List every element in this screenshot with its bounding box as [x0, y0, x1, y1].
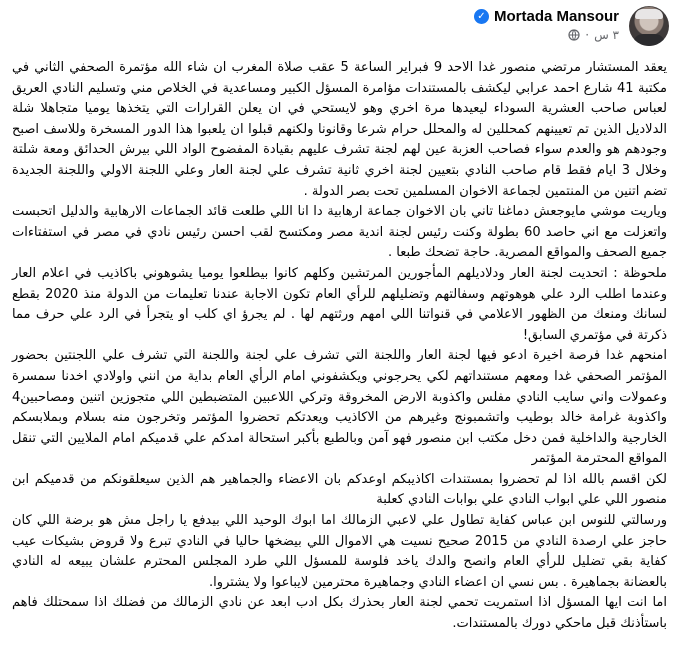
post-paragraph: امنحهم غدا فرصة اخيرة ادعو فيها لجنة العار واللجنة التي تشرف علي لجنة واللجنة التي تشرف علي اللجنتين بحضور المؤتمر الصحفي غدا ومعهم مستنداتهم لكي يحرجوني ويكشفوني امام الرأي العام بداية من انني واولادي اخدنا سمسرة وعمولات واني سايب النادي مفلس واكذوبة الارض المخروقة وتركي اللاعبين المتضبطين اللي متجوزين اتنين ومصاحبين4 واكذوبة غرامة خالد بوطيب واتشمبونج وغيرهم من الاكاذيب ويعدتكم تحضروا المؤتمر وتخرجون منه بسلام وبملابسكم الخارجية والداخلية فمن دخل مكتب ابن منصور فهو آمن وبالطبع بأكبر استحالة امدكم علي قدميكم امام الملايين التي تنقل المواقع المحترمة المؤتمر — [12, 348, 667, 467]
post-paragraph: وياريت موشي مايوجعش دماغنا تاني بان الاخوان جماعة ارهابية دا انا اللي طلعت قائد الجماعات الارهابية والدليل اتحبست واتعزلت مع اني حاصد 60 بطولة وكنت رئيس لجنة اندية مصر ومكتسح لقب احسن رئيس نادي في مصر في استفتاءات جميع الصحف والمواقع المصرية. حاجة تضحك طبعا . — [12, 204, 668, 261]
avatar-hair — [635, 9, 663, 19]
post-time[interactable]: ٣ س — [594, 28, 619, 42]
post-header — [12, 6, 669, 54]
author-name-row — [474, 8, 619, 25]
post-body — [12, 58, 667, 635]
post-paragraph: ورسالتي للنوس ابن عباس كفاية تطاول علي لاعبي الزمالك اما ابوك الوحيد اللي بيدفع يا راجل مش هو برضة اللي كان حاجز علي ارصدة النادي من 2015 صحيح نسيت هي الاموال اللي بيضخها حاليا في النادي تبرع ولا قروض بشيكات عيب كفاية بقي تضليل للرأي العام وانصح والدك ياخد فلوسة للمسؤل اللي طرد المجلس المحترم علشان يبيعه له النادي بالعضانة بجماهيرة . بس نسي ان اعضاء النادي وجماهيرة محترمين لايباعوا ولا يشتروا. — [12, 513, 667, 590]
post-paragraph: يعقد المستشار مرتضي منصور غدا الاحد 9 فبراير الساعة 5 عقب صلاة المغرب ان شاء الله مؤتمرة الصحفي الثاني في مكتبة 41 شارع احمد عرابي ليكشف بالمستندات مؤامرة المسؤل الكبير ومساعدية في الخلاص مني وتسليم النادي العريق لعباس صاحب العشرية السوداء ليعيدها مرة اخري وهو لايستحي في ان يعلن القرارات التي يتخذها يوميا متجاهلا شلة الدلاديل الذين تم تعيينهم كمحللين له والمحلل حرام شرعا وقانونا ولكنهم قبلوا ان يلعبوا هذا الدور المسخرة وللاسف اصبح وجودهم هو والعدم سواء فصاحب العزبة عين لهم لجنة تشرف عليهم بقيادة المفضوح الواد اللي بيرش الحدائق ومعة شلتة وخلال 3 ايام فقط قام صاحب النادي بتعيين لجنة اخري ثانية تشرف علي لجنة العار وعلي اللجنة الاولي واللجنة الجديدة تضم اتنين من المنتمين لجماعة الاخوان المسلمين تحت بصر الدولة . — [12, 60, 667, 199]
avatar-shirt — [633, 34, 665, 46]
author-name[interactable]: Mortada Mansour — [493, 8, 619, 25]
meta-separator: · — [585, 28, 590, 42]
verified-badge-icon: ✓ — [474, 9, 489, 24]
post-meta — [568, 28, 619, 42]
post-paragraph: اما انت ايها المسؤل اذا استمريت تحمي لجنة العار بحذرك بكل ادب ابعد عن نادي الزمالك من فضلك اذا سمحتلك فاهم باستأذنك قبل ماحكي دورك بالمستندات. — [12, 595, 667, 632]
globe-icon — [568, 29, 580, 41]
post-paragraph: ملحوظة : اتحديت لجنة العار ودلاديلهم المأجورين المرتشين وكلهم كانوا بيطلعوا يوميا يشوهوني باكاذيب في اعلام العار وعندما اطلب الرد علي هوهوتهم وسفالتهم وتضليلهم للرأي العام تكون الاجابة عندنا تعليمات من الدولة منذ 2020 بقطع لسانك ومنعك من الظهور الاعلامي في قنواتنا اللي امهم ورثتهم لها . لم يجرؤ اي كلب او يتجرأ في الرد علي حرف مما ذكرتة في مؤتمري السابق! — [12, 265, 667, 343]
post-paragraph: لكن اقسم بالله اذا لم تحضروا بمستندات اكاذيبكم اوعدكم بان الاعضاء والجماهير هم الذين سيعلقونكم من قدميكم ابن منصور اللي علي ابواب النادي علي بوابات النادي كعلبة — [12, 471, 667, 508]
author-avatar[interactable] — [629, 6, 669, 46]
